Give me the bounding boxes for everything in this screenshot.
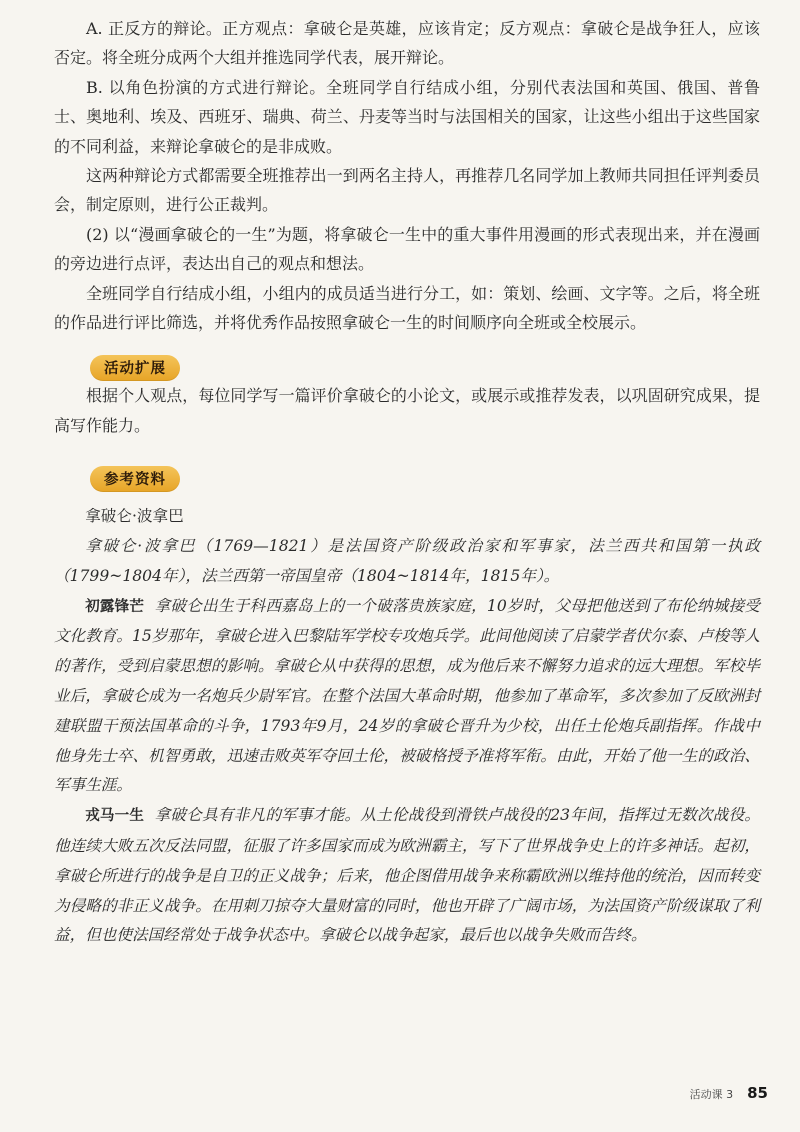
- comic-detail: 全班同学自行结成小组，小组内的成员适当进行分工，如：策划、绘画、文字等。之后，将全班的作品进行评比筛选，并将优秀作品按照拿破仑一生的时间顺序向全班或全校展示。: [54, 283, 760, 333]
- early-text: 拿破仑出生于科西嘉岛上的一个破落贵族家庭，10岁时，父母把他送到了布伦纳城接受文化教育。15岁那年，拿破仑进入巴黎陆军学校专攻炮兵学。此间他阅读了启蒙学者伏尔泰、卢梭等人的著作，受到启蒙思想的影响。拿破仑从中获得的思想，成为他后来不懈努力追求的远大理想。军校毕业后，拿破仑成为一名炮兵少尉军官。在整个法国大革命时期，他参加了革命军，多次参加了反欧洲封建联盟干预法国革命的斗争，1793年9月，24岁的拿破仑晋升为少校，出任土伦炮兵副指挥。作战中他身先士卒、机智勇敢，迅速击败英军夺回土伦，被破格授予准将军衔。由此，开始了他一生的政治、军事生涯。: [54, 596, 760, 795]
- reference-war-paragraph: [54, 801, 760, 951]
- comic-item: (2) 以“漫画拿破仑的一生”为题，将拿破仑一生中的重大事件用漫画的形式表现出来，并在漫画的旁边进行点评，表达出自己的观点和想法。: [54, 224, 760, 274]
- reference-heading: 参考资料: [90, 466, 180, 492]
- war-text: 拿破仑具有非凡的军事才能。从土伦战役到滑铁卢战役的23年间，指挥过无数次战役。他连续大败五次反法同盟，征服了许多国家而成为欧洲霸主，写下了世界战争史上的许多神话。起初，拿破仑所进行的战争是自卫的正义战争；后来，他企图借用战争来称霸欧洲以维持他的统治，因而转变为侵略的非正义战争。在用刺刀掠夺大量财富的同时，他也开辟了广阔市场，为法国资产阶级谋取了利益，但也使法国经常处于战争状态中。拿破仑以战争起家，最后也以战争失败而告终。: [54, 806, 760, 945]
- debate-note: 这两种辩论方式都需要全班推荐出一到两名主持人，再推荐几名同学加上教师共同担任评判委员会，制定原则，进行公正裁判。: [54, 166, 760, 215]
- page-footer: [690, 1084, 768, 1102]
- extension-text: 根据个人观点，每位同学写一篇评价拿破仑的小论文，或展示或推荐发表，以巩固研究成果，提高写作能力。: [54, 386, 760, 435]
- debate-option-a: A. 正反方的辩论。正方观点：拿破仑是英雄，应该肯定；反方观点：拿破仑是战争狂人，应该否定。将全班分成两个大组并推选同学代表，展开辩论。: [54, 19, 760, 68]
- term-war: 戎马一生: [85, 808, 145, 825]
- footer-chapter: 活动课 3: [689, 1088, 734, 1101]
- reference-title: 拿破仑·波拿巴: [85, 507, 184, 526]
- term-early: 初露锋芒: [85, 598, 145, 615]
- reference-early-paragraph: [54, 592, 760, 802]
- debate-option-b: B. 以角色扮演的方式进行辩论。全班同学自行结成小组，分别代表法国和英国、俄国、普鲁士、奥地利、埃及、西班牙、瑞典、荷兰、丹麦等当时与法国相关的国家，让这些小组出于这些国家的不同利益，来辩论拿破仑的是非成败。: [54, 77, 760, 156]
- extension-heading: 活动扩展: [90, 355, 180, 381]
- reference-intro: 拿破仑·波拿巴（1769—1821）是法国资产阶级政治家和军事家，法兰西共和国第一执政（1799~1804年），法兰西第一帝国皇帝（1804~1814年，1815年）。: [54, 537, 760, 585]
- page-number: 85: [747, 1084, 768, 1102]
